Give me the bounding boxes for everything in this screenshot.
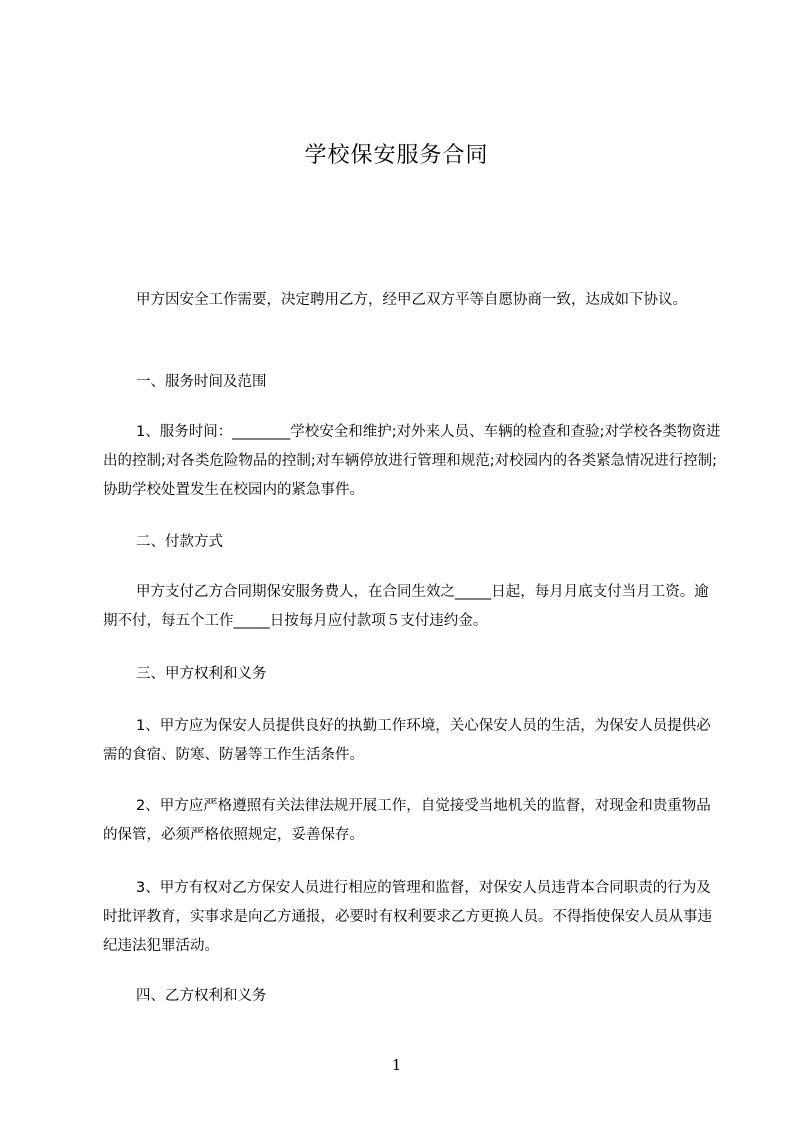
section-3-item-3: 3、甲方有权对乙方保安人员进行相应的管理和监督，对保安人员违背本合同职责的行为及时批评教育，实事求是向乙方通报，必要时有权利要求乙方更换人员。不得指使保安人员从事违纪违法犯罪活动。: [103, 880, 712, 954]
section-1-heading: 一、服务时间及范围: [136, 374, 267, 390]
section-3-item-2: 2、甲方应严格遵照有关法律法规开展工作，自觉接受当地机关的监督，对现金和贵重物品的保管，必须严格依照规定，妥善保存。: [103, 798, 711, 843]
intro-paragraph: 甲方因安全工作需要，决定聘用乙方，经甲乙双方平等自愿协商一致，达成如下协议。: [136, 292, 687, 308]
section-2-heading: 二、付款方式: [136, 534, 223, 550]
section-4-heading: 四、乙方权利和义务: [136, 988, 267, 1004]
section-3-heading: 三、甲方权利和义务: [136, 666, 267, 682]
page-number: 1: [391, 1056, 402, 1074]
section-3-item-1: 1、甲方应为保安人员提供良好的执勤工作环境，关心保安人员的生活，为保安人员提供必需的食宿、防寒、防暑等工作生活条件。: [103, 718, 711, 763]
section-1-item-1: 1、服务时间：________学校安全和维护;对外来人员、车辆的检查和查验;对学校各类物资进出的控制;对各类危险物品的控制;对车辆停放进行管理和规范;对校园内的各类紧急情况进行控制;协助学校处置发生在校园内的紧急事件。: [103, 424, 721, 498]
document-title: 学校保安服务合同: [304, 143, 489, 168]
section-2-body: 甲方支付乙方合同期保安服务费人，在合同生效之_____日起，每月月底支付当月工资。逾期不付，每五个工作_____日按每月应付款项５支付违约金。: [103, 584, 709, 629]
